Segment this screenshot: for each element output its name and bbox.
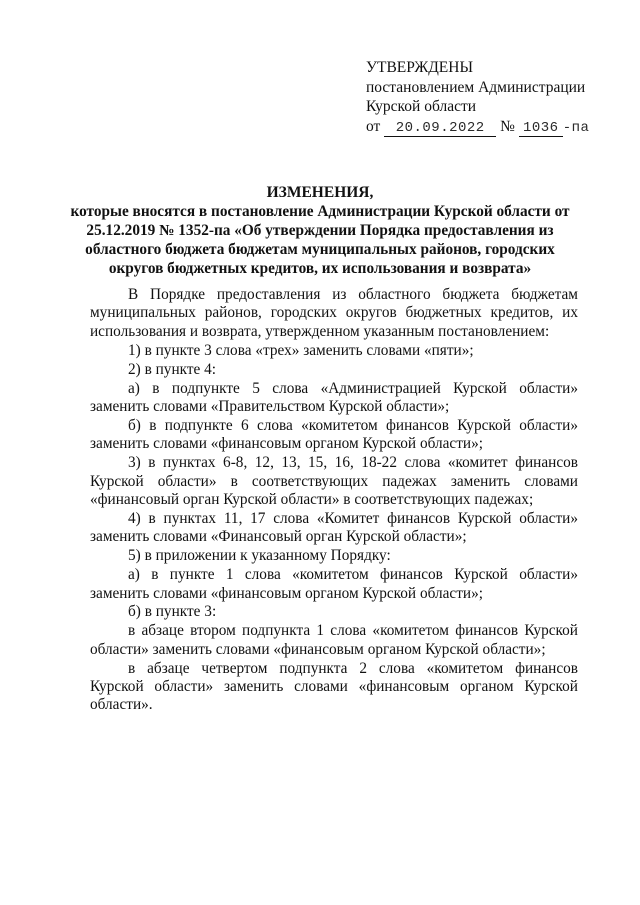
from-label: от bbox=[366, 117, 381, 135]
paragraph-intro: В Порядке предоставления из областного бюджета бюджетам муниципальных районов, городских округов бюджетных кредитов, их использования и возврата, утвержденном указанным постановлением: bbox=[90, 286, 578, 340]
paragraph-item-2: 2) в пункте 4: bbox=[128, 360, 217, 378]
paragraph-item-5: 5) в приложении к указанному Порядку: bbox=[128, 547, 391, 565]
approval-date: 20.09.2022 bbox=[384, 121, 496, 137]
paragraph-item-5b-1: в абзаце втором подпункта 1 слова «комитетом финансов Курской области» заменить словами «финансовым органом Курской области»; bbox=[90, 622, 578, 658]
approval-block bbox=[366, 58, 589, 138]
approval-heading: УТВЕРЖДЕНЫ bbox=[366, 59, 473, 76]
paragraph-item-3: 3) в пунктах 6-8, 12, 13, 15, 16, 18-22 слова «комитет финансов Курской области» в соответствующих падежах заменить словами «финансовый орган Курской области» в соответствующих падежах; bbox=[90, 454, 578, 508]
paragraph-item-2b: б) в подпункте 6 слова «комитетом финансов Курской области» заменить словами «финансовым органом Курской области»; bbox=[90, 416, 578, 453]
approval-line-resolution: постановлением Администрации bbox=[366, 78, 586, 96]
paragraph-item-1: 1) в пункте 3 слова «трех» заменить словами «пяти»; bbox=[128, 341, 474, 359]
approval-date-line bbox=[366, 117, 589, 139]
paragraph-item-2a: а) в подпункте 5 слова «Администрацией Курской области» заменить словами «Правительством Курской области»; bbox=[90, 379, 578, 415]
number-label: № bbox=[500, 117, 515, 135]
document-title bbox=[60, 183, 580, 278]
document-body bbox=[90, 286, 578, 715]
approval-line-region: Курской области bbox=[366, 98, 477, 115]
approval-number-suffix: -па bbox=[562, 119, 590, 136]
paragraph-item-5b-2: в абзаце четвертом подпункта 2 слова «комитетом финансов Курской области» заменить словами «финансовым органом Курской области». bbox=[90, 659, 578, 714]
title-subtitle: которые вносятся в постановление Администрации Курской области от 25.12.2019 № 1352-па «Об утверждении Порядка предоставления из областного бюджета бюджетам муниципальных районов, городских округов бюджетных кредитов, их использования и возврата» bbox=[70, 203, 570, 277]
paragraph-item-5b: б) в пункте 3: bbox=[128, 603, 217, 621]
paragraph-item-5a: а) в пункте 1 слова «комитетом финансов Курской области» заменить словами «финансовым органом Курской области»; bbox=[90, 566, 578, 602]
approval-number: 1036 bbox=[519, 121, 563, 137]
paragraph-item-4: 4) в пунктах 11, 17 слова «Комитет финансов Курской области» заменить словами «Финансовый орган Курской области»; bbox=[90, 509, 578, 546]
title-heading: ИЗМЕНЕНИЯ, bbox=[266, 184, 374, 201]
